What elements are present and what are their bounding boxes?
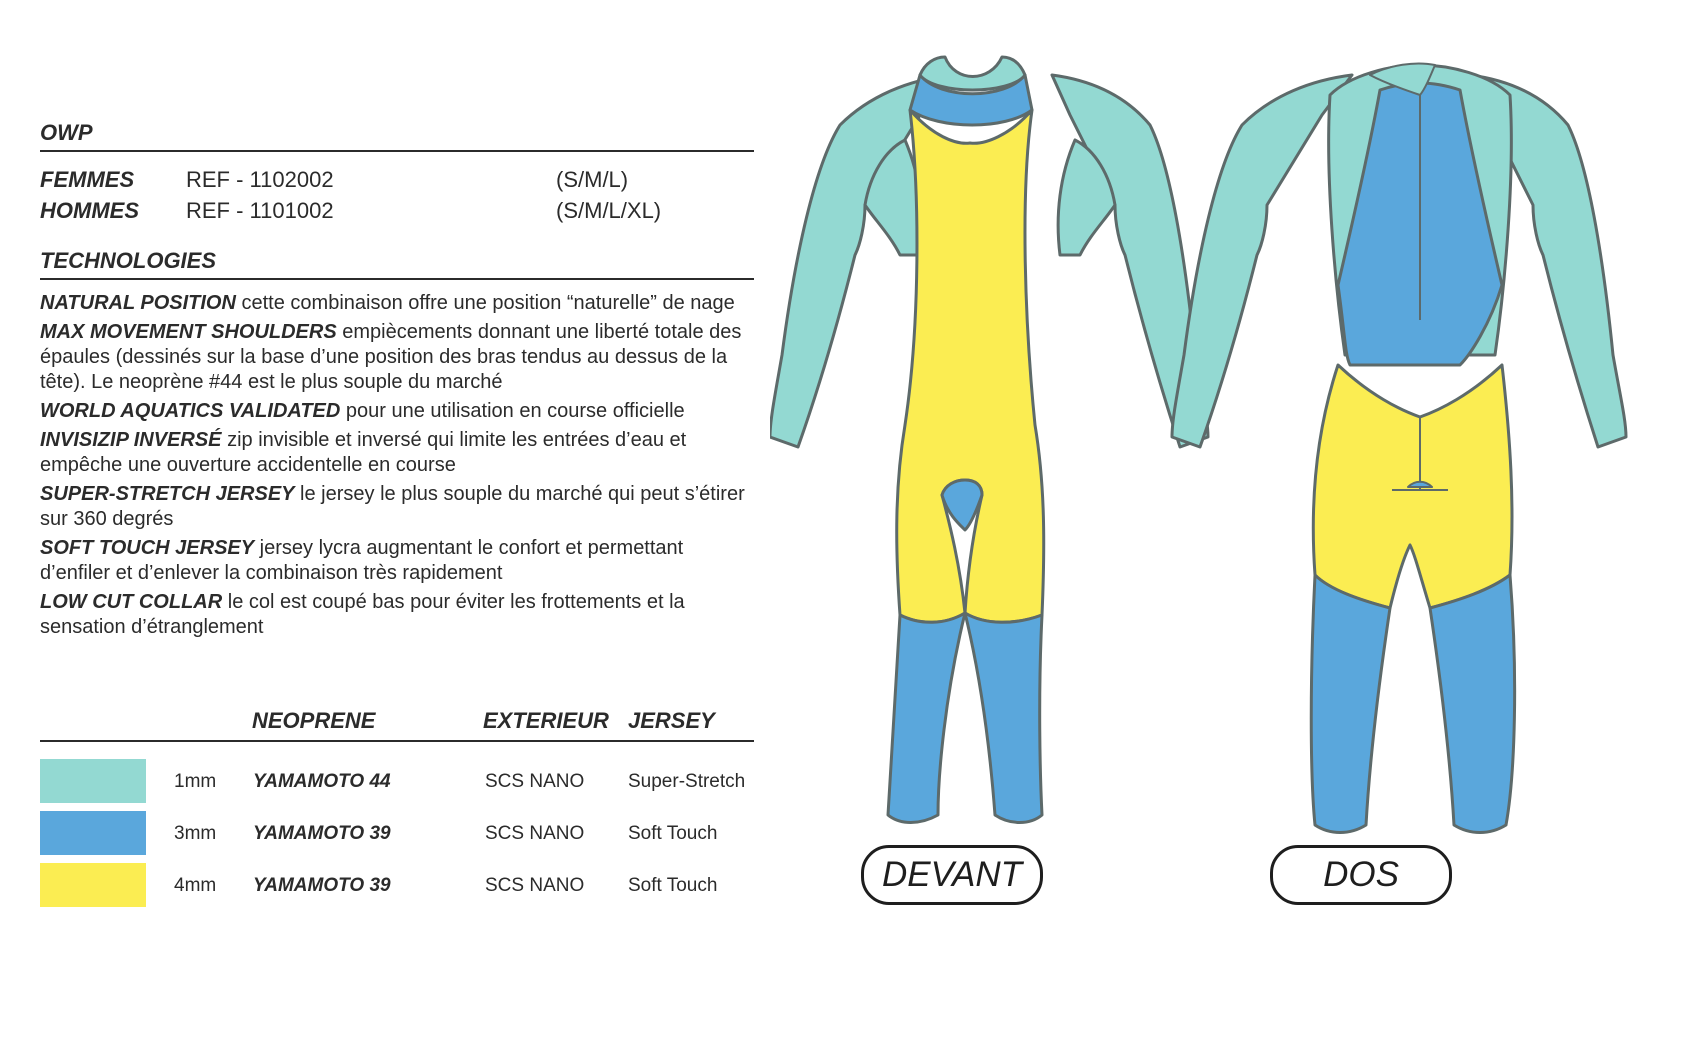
back-view-label: DOS: [1270, 845, 1452, 905]
technology-name: INVISIZIP INVERSÉ: [40, 429, 222, 451]
technology-description: pour une utilisation en course officielle: [340, 400, 685, 422]
reference-code: REF - 1102002: [186, 166, 334, 192]
front-wetsuit: [770, 57, 1208, 823]
size-range: (S/M/L/XL): [556, 197, 662, 223]
technology-description: cette combinaison offre une position “naturelle” de nage: [235, 292, 735, 314]
color-swatch-yellow: [40, 863, 146, 907]
back-left-arm: [1172, 75, 1352, 447]
technology-description: empiècements donnant une liberté totale des épaules (dessinés sur la base d’une position des bras tendus au dessus de la tête). Le neoprène #44 est le plus souple du marché: [40, 321, 742, 393]
technology-item: [40, 590, 754, 640]
technology-name: WORLD AQUATICS VALIDATED: [40, 400, 341, 422]
thickness: 4mm: [174, 875, 217, 896]
technology-item: [40, 399, 754, 424]
thickness: 3mm: [174, 823, 217, 844]
jersey-type: Super-Stretch: [628, 771, 746, 792]
material-row: [40, 759, 754, 803]
technologies-title: TECHNOLOGIES: [40, 248, 754, 280]
technology-item: [40, 320, 754, 395]
exterior-type: SCS NANO: [485, 771, 585, 792]
front-view-label: DEVANT: [861, 845, 1043, 905]
technology-name: SOFT TOUCH JERSEY: [40, 537, 255, 559]
jersey-header: JERSEY: [628, 708, 715, 733]
exterior-type: SCS NANO: [485, 875, 585, 896]
neoprene-header: NEOPRENE: [252, 708, 376, 733]
technology-item: [40, 428, 754, 478]
gender-label: FEMMES: [40, 166, 135, 192]
technology-description: jersey lycra augmentant le confort et permettant d’enfiler et d’enlever la combinaison très rapidement: [40, 537, 684, 584]
technology-description: le jersey le plus souple du marché qui peut s’étirer sur 360 degrés: [40, 483, 745, 530]
product-title: OWP: [40, 120, 754, 152]
reference-row-femmes: [40, 164, 754, 195]
thickness: 1mm: [174, 771, 217, 792]
color-swatch-blue: [40, 811, 146, 855]
exterior-type: SCS NANO: [485, 823, 585, 844]
technology-item: [40, 536, 754, 586]
reference-table: [40, 164, 754, 226]
materials-header: [40, 704, 754, 742]
jersey-type: Soft Touch: [628, 875, 718, 896]
reference-row-hommes: [40, 195, 754, 226]
gender-label: HOMMES: [40, 197, 139, 223]
neoprene-type: YAMAMOTO 44: [253, 771, 391, 792]
back-right-leg: [1430, 575, 1515, 833]
material-row: [40, 863, 754, 907]
front-right-leg: [965, 613, 1042, 823]
technology-description: le col est coupé bas pour éviter les frottements et la sensation d’étranglement: [40, 591, 685, 638]
exterieur-header: EXTERIEUR: [483, 708, 609, 733]
technology-item: [40, 291, 754, 316]
back-wetsuit: [1172, 63, 1626, 832]
technology-item: [40, 482, 754, 532]
reference-code: REF - 1101002: [186, 197, 334, 223]
technology-name: SUPER-STRETCH JERSEY: [40, 483, 295, 505]
technology-description: zip invisible et inversé qui limite les entrées d’eau et empêche une ouverture accidentelle en course: [40, 429, 687, 476]
spec-panel: [40, 120, 754, 896]
jersey-type: Soft Touch: [628, 823, 718, 844]
front-neck-trim: [920, 57, 1025, 90]
color-swatch-teal: [40, 759, 146, 803]
size-range: (S/M/L): [556, 166, 629, 192]
technology-name: MAX MOVEMENT SHOULDERS: [40, 321, 337, 343]
wetsuit-illustrations: [770, 55, 1670, 995]
material-row: [40, 811, 754, 855]
technology-name: NATURAL POSITION: [40, 292, 236, 314]
technology-name: LOW CUT COLLAR: [40, 591, 223, 613]
neoprene-type: YAMAMOTO 39: [253, 823, 391, 844]
front-torso: [897, 110, 1044, 622]
neoprene-type: YAMAMOTO 39: [253, 875, 391, 896]
front-left-leg: [888, 613, 965, 823]
technologies-list: [40, 291, 754, 640]
back-left-leg: [1311, 575, 1390, 833]
